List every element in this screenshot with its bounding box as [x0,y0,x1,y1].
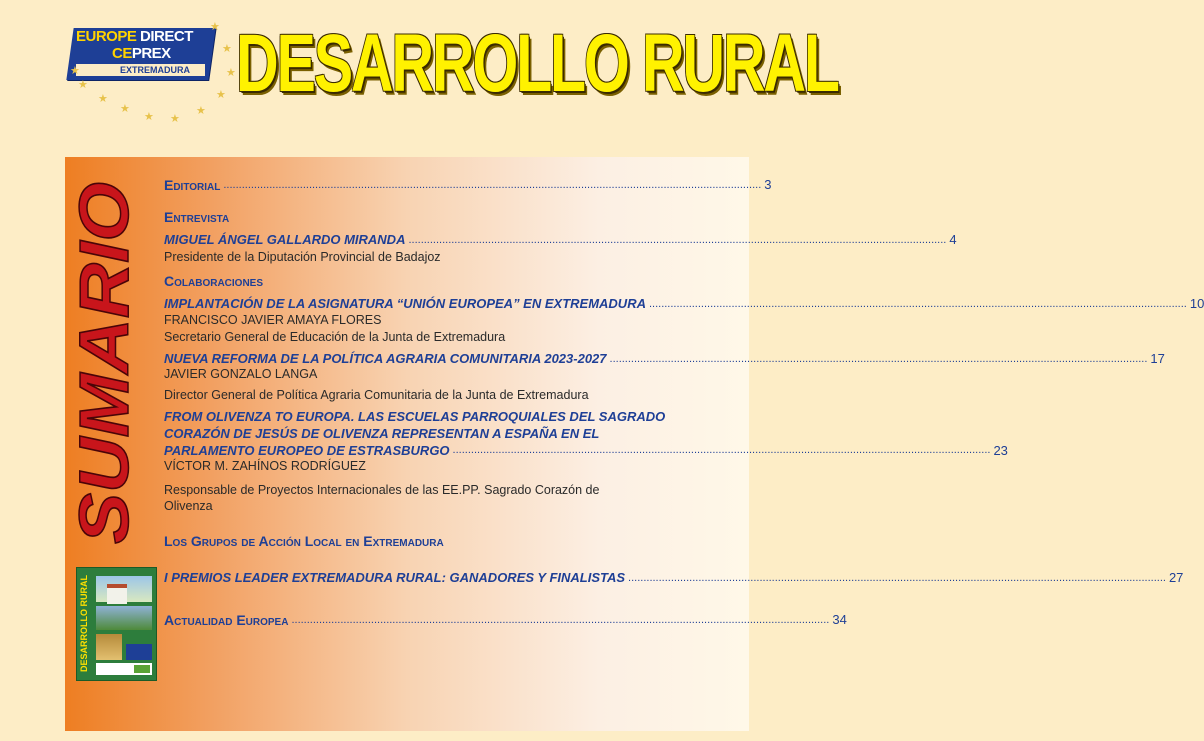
star-icon: ★ [226,67,236,79]
author-role: Director General de Política Agraria Comunitaria de la Junta de Extremadura [164,388,589,402]
section-heading-grupos: Los Grupos de Acción Local en Extremadura [164,533,444,549]
star-icon: ★ [78,79,88,91]
star-icon: ★ [144,111,154,123]
toc-page-number: 17 [1150,351,1165,366]
sumario-text: SUMARIO [65,213,143,544]
toc-entry-pac[interactable] [164,351,1165,367]
dot-leader [408,232,946,248]
cover-photo-building [107,584,127,604]
section-heading-colaboraciones: Colaboraciones [164,273,264,289]
author-role: Presidente de la Diputación Provincial de Badajoz [164,250,441,264]
dot-leader [291,612,829,628]
logo-europe: EUROPE [76,28,137,45]
toc-entry-title: NUEVA REFORMA DE LA POLÍTICA AGRARIA COMUNITARIA 2023-2027 [164,351,607,366]
toc-entry-premios-leader[interactable] [164,570,1184,586]
logo-direct: DIRECT [140,28,193,45]
dot-leader [628,570,1166,586]
toc-entry-title-line: PARLAMENTO EUROPEO DE ESTRASBURGO [164,443,450,458]
dot-leader [453,442,991,459]
toc-page-number: 3 [764,177,772,192]
star-icon: ★ [170,113,180,125]
author-name: FRANCISCO JAVIER AMAYA FLORES [164,313,382,327]
toc-entry-title-line: CORAZÓN DE JESÚS DE OLIVENZA REPRESENTAN A ESPAÑA EN EL [164,426,600,441]
cover-footer [96,663,152,675]
toc-entry-actualidad-europea[interactable] [164,612,847,628]
author-name: JAVIER GONZALO LANGA [164,367,318,381]
sumario-svg [65,178,143,546]
sumario-vertical-title [65,178,143,546]
cover-photo-landscape [96,606,152,630]
author-role: Responsable de Proyectos Internacionales de las EE.PP. Sagrado Corazón de Olivenza [164,483,600,513]
toc-entry-title: IMPLANTACIÓN DE LA ASIGNATURA “UNIÓN EUROPEA” EN EXTREMADURA [164,296,646,311]
toc-entry-title: MIGUEL ÁNGEL GALLARDO MIRANDA [164,232,406,247]
eu-flag-icon [126,644,152,660]
europe-direct-logo [68,26,233,82]
toc-entry-title-line: FROM OLIVENZA TO EUROPA. LAS ESCUELAS PARROQUIALES DEL SAGRADO [164,409,666,424]
dot-leader [610,351,1148,367]
star-icon: ★ [222,43,232,55]
dot-leader [649,296,1187,312]
logo-extremadura: EXTREMADURA [76,64,205,76]
magazine-cover-thumbnail [76,567,157,681]
star-icon: ★ [70,65,80,77]
toc-entry-title: I PREMIOS LEADER EXTREMADURA RURAL: GANADORES Y FINALISTAS [164,570,626,585]
toc-page-number: 27 [1168,570,1184,585]
logo-prex: PREX [131,45,171,62]
toc-entry-union-europea[interactable] [164,296,1204,312]
toc-page-number: 4 [949,232,957,247]
toc-entry-gallardo[interactable] [164,232,957,248]
logo-ce: CE [112,45,132,62]
star-icon: ★ [196,105,206,117]
dot-leader [223,177,761,193]
cover-footer-logo [134,665,150,673]
cover-spine-title: DESARROLLO RURAL [79,575,89,673]
section-heading-entrevista: Entrevista [164,209,230,225]
star-icon: ★ [210,21,220,33]
cover-photo-field [96,634,122,660]
author-name: VÍCTOR M. ZAHÍNOS RODRÍGUEZ [164,459,366,473]
toc-page-number: 23 [993,443,1008,458]
logo-text [76,28,236,76]
star-icon: ★ [120,103,130,115]
toc-entry-editorial[interactable] [164,177,772,193]
toc-entry-title: Editorial [164,177,221,193]
toc-page-number: 10 [1189,296,1204,311]
magazine-title: DESARROLLO RURAL [236,18,838,109]
toc-entry-olivenza[interactable] [164,408,1008,459]
author-role: Secretario General de Educación de la Junta de Extremadura [164,330,506,344]
toc-page-number: 34 [832,612,847,627]
star-icon: ★ [216,89,226,101]
star-icon: ★ [98,93,108,105]
toc-entry-title: Actualidad Europea [164,612,289,628]
